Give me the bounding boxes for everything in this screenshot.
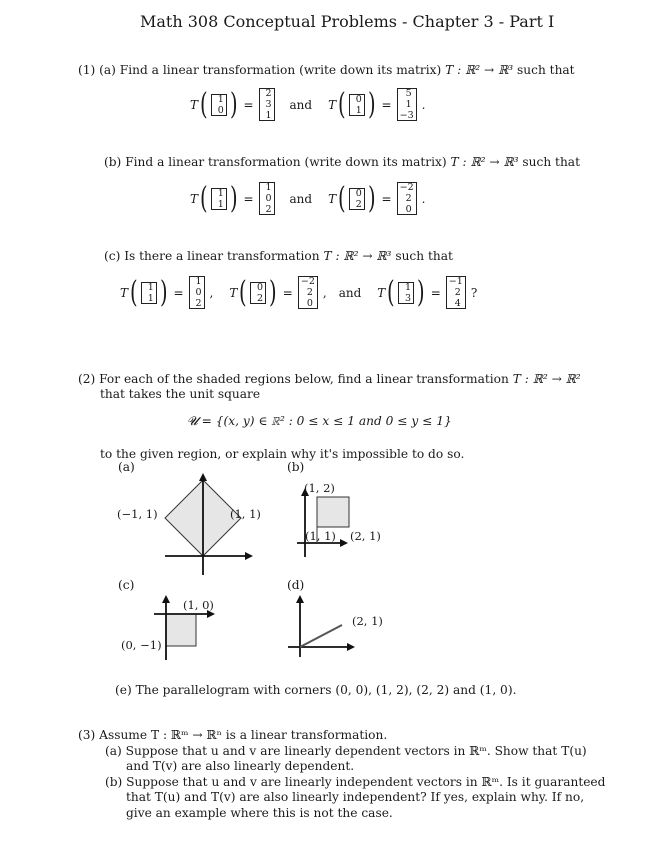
- part-a-label: (a): [99, 63, 116, 77]
- part-a-instruction: Find a linear transformation (write down its matrix): [119, 63, 442, 77]
- problem-1a-text: [78, 63, 575, 77]
- part-a-map: T : ℝ² → ℝ³: [445, 63, 514, 77]
- problem-3b-line1: (b) Suppose that u and v are linearly independent vectors in ℝᵐ. Is it guaranteed: [105, 775, 606, 789]
- problem-3-number: (3): [78, 728, 96, 742]
- fig-b-label: (b): [287, 460, 305, 474]
- problem-3b-line2: that T(u) and T(v) are also linearly independent? If yes, explain why. If no,: [126, 790, 585, 804]
- fig-b-top-label: (1, 2): [304, 481, 335, 495]
- equation-1a: T ( 1 0 ) = 2 3 1 and T ( 0 1 ) = 5 1 −3 .: [190, 86, 426, 122]
- page-title: Math 308 Conceptual Problems - Chapter 3 - Part I: [140, 12, 555, 31]
- fig-d-label: (d): [287, 578, 305, 592]
- fig-c-bottom-label: (0, −1): [121, 638, 162, 652]
- fig-b-mid-label: (1, 1): [305, 529, 336, 543]
- fig-d-point-label: (2, 1): [352, 614, 383, 628]
- fig-a-left-label: (−1, 1): [117, 507, 158, 521]
- fig-b-diagram: [285, 485, 375, 565]
- part-b-label: (b): [104, 155, 122, 169]
- problem-3-intro: (3) Assume T : ℝᵐ → ℝⁿ is a linear transformation.: [78, 728, 388, 742]
- conj-and: and: [289, 97, 313, 112]
- part-a-suffix: such that: [517, 63, 575, 77]
- problem-3a-line2: and T(v) are also linearly dependent.: [126, 759, 355, 773]
- fig-c-top-label: (1, 0): [183, 598, 214, 612]
- problem-2-line2: that takes the unit square: [100, 387, 261, 401]
- fn-label: T: [190, 97, 199, 112]
- problem-2-number: (2): [78, 372, 96, 386]
- problem-2-line3: to the given region, or explain why it's impossible to do so.: [100, 447, 465, 461]
- part-c-label: (c): [104, 249, 121, 263]
- problem-2e-text: (e) The parallelogram with corners (0, 0), (1, 2), (2, 2) and (1, 0).: [115, 683, 517, 697]
- fig-b-right-label: (2, 1): [350, 529, 381, 543]
- problem-2-line1: (2) For each of the shaded regions below, find a linear transformation T : ℝ² → ℝ²: [78, 372, 581, 386]
- equation-1b: T ( 1 1 ) = 1 0 2 and T ( 0 2 ) = −2 2 0 .: [190, 180, 426, 216]
- problem-3a-line1: (a) Suppose that u and v are linearly dependent vectors in ℝᵐ. Show that T(u): [105, 744, 587, 758]
- problem-1-number: (1): [78, 63, 96, 77]
- fig-a-label: (a): [118, 460, 135, 474]
- problem-1b-text: (b) Find a linear transformation (write down its matrix) T : ℝ² → ℝ³ such that: [104, 155, 580, 169]
- problem-1c-text: (c) Is there a linear transformation T : ℝ² → ℝ³ such that: [104, 249, 453, 263]
- fig-c-label: (c): [118, 578, 135, 592]
- fig-d-diagram: [280, 595, 370, 665]
- unit-square-set: 𝓤 = {(x, y) ∈ ℝ² : 0 ≤ x ≤ 1 and 0 ≤ y ≤ 1}: [187, 414, 452, 428]
- fig-a-right-label: (1, 1): [230, 507, 261, 521]
- fig-a-diagram: [110, 470, 290, 580]
- problem-3b-line3: give an example where this is not the case.: [126, 806, 393, 820]
- equation-1c: T ( 1 1 ) = 1 0 2 , T ( 0 2 ) = −2 2 0 , and T ( 1 3 ) = −1 2 4 ?: [120, 274, 478, 310]
